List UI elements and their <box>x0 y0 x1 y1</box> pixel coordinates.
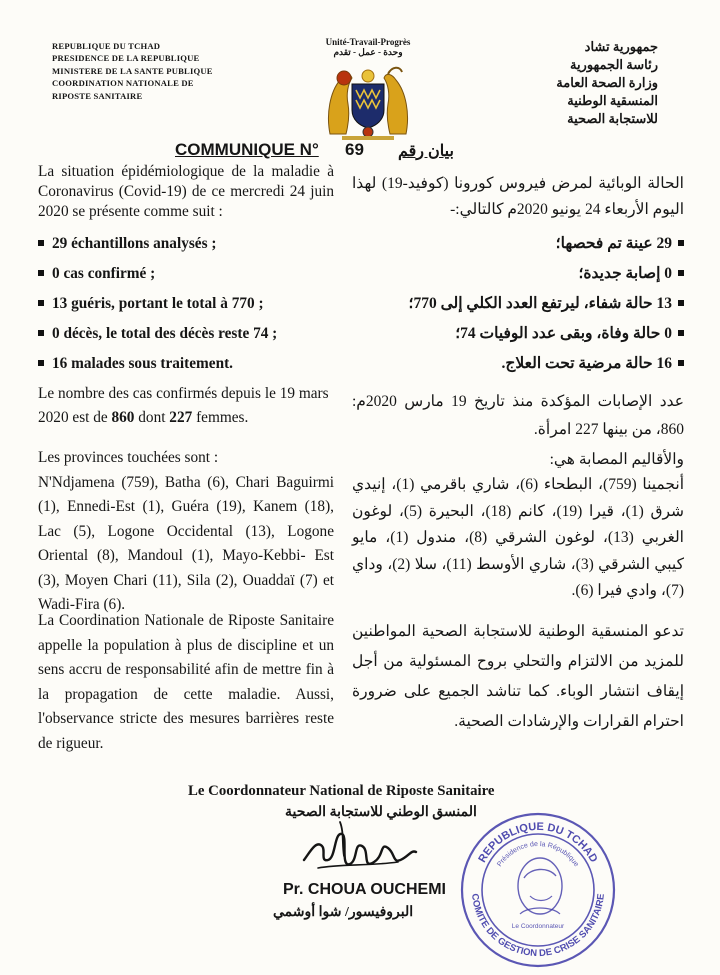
signatory-name-fr: Pr. CHOUA OUCHEMI <box>283 881 446 898</box>
ar-intro: الحالة الوبائية لمرض فيروس كورونا (كوفيد-19) لهذا اليوم الأربعاء 24 يونيو 2020م كالتالي:- <box>352 175 684 218</box>
official-stamp-icon <box>458 810 618 970</box>
list-item: 16 malades sous traitement. <box>38 355 334 385</box>
list-item: 0 cas confirmé ; <box>38 265 334 295</box>
svg-text:Présidence de la République <box>496 841 579 868</box>
list-item: 16 حالة مرضية تحت العلاج. <box>352 352 684 382</box>
list-item: 29 عينة تم فحصها؛ <box>352 232 684 262</box>
stamp-bottom-text: COMITE DE GESTION DE CRISE SANITAIRE <box>469 893 607 960</box>
fr-provinces-label: Les provinces touchées sont : <box>38 449 219 466</box>
header-center <box>318 37 418 58</box>
fr-cases-women: 227 <box>169 409 193 426</box>
header-ministry-ar: وزارة الصحة العامة <box>556 75 658 90</box>
fr-cases-post: femmes. <box>192 409 249 426</box>
handwritten-signature-icon <box>300 812 420 882</box>
title-ar: بيان رقم <box>398 143 454 160</box>
fr-appeal-block <box>38 609 334 756</box>
motto-ar: وحدة - عمل - تقدم <box>333 47 403 57</box>
fr-provinces-list: N'Ndjamena (759), Batha (6), Chari Baguirmi (1), Ennedi-Est (1), Guéra (19), Kanem (18), Lac (5), Logone Occidental (13), Logone Oriental (8), Mandoul (1), Mayo-Kebbi- Est (3), Moyen Chari (11), Sila (2), Ouaddaï (7) et Wadi-Fira (6). <box>38 473 334 613</box>
header-left-block <box>52 40 213 102</box>
header-riposte: RIPOSTE SANITAIRE <box>52 90 143 101</box>
ar-cases-block <box>352 388 684 444</box>
fr-appeal: La Coordination Nationale de Riposte Sanitaire appelle la population à plus de discipline et un sens accru de responsabilité afin de mettre fin à la propagation de cette maladie. Aussi, l'observance stricte des mesures barrières reste de rigueur. <box>38 612 334 752</box>
fr-intro: La situation épidémiologique de la maladie à Coronavirus (Covid-19) de ce mercredi 24 juin 2020 se présente comme suit : <box>38 163 334 220</box>
bullet-square-icon <box>678 360 684 366</box>
fr-provinces-block <box>38 446 334 618</box>
bullet-square-icon <box>38 300 44 306</box>
fr-cases-pre: Le nombre des cas confirmés depuis le 19 mars 2020 est de <box>38 385 329 426</box>
header-presidency-ar: رئاسة الجمهورية <box>569 57 658 72</box>
ar-cases: عدد الإصابات المؤكدة منذ تاريخ 19 مارس 2020م: 860، من بينها 227 امرأة. <box>352 393 684 438</box>
list-item: 0 إصابة جديدة؛ <box>352 262 684 292</box>
signatory-name-ar: البروفيسور/ شوا أوشمي <box>273 905 414 920</box>
list-item: 13 حالة شفاء، ليرتفع العدد الكلي إلى 770؛ <box>352 292 684 322</box>
stamp-top-text: REPUBLIQUE DU TCHAD <box>476 820 600 865</box>
fr-cases-total: 860 <box>111 409 135 426</box>
bullet-square-icon <box>678 270 684 276</box>
ar-appeal-block <box>352 617 684 737</box>
bullet-square-icon <box>678 300 684 306</box>
ar-appeal: تدعو المنسقية الوطنية للاستجابة الصحية المواطنين للمزيد من الالتزام والتحلي بروح المسئولية من أجل إيقاف انتشار الوباء. كما تناشد الجميع على ضرورة احترام القرارات والإرشادات الصحية. <box>352 623 684 730</box>
ar-bullet-list <box>352 232 684 382</box>
signatory-title-ar: المنسق الوطني للاستجابة الصحية <box>285 805 477 820</box>
communique-number: 69 <box>345 140 364 159</box>
header-presidency: PRESIDENCE DE LA REPUBLIQUE <box>52 53 200 64</box>
fr-cases-paragraph <box>38 382 334 430</box>
list-item: 0 حالة وفاة، وبقى عدد الوفيات 74؛ <box>352 322 684 352</box>
header-right-block <box>556 38 658 128</box>
header-country-ar: جمهورية تشاد <box>584 39 658 54</box>
ar-provinces-list: أنجمينا (759)، البطحاء (6)، شاري باقرمي (1)، إنيدي شرق (1)، قيرا (19)، كانم (18)، البحيرة (5)، لوغون الغربي (13)، لوغون الشرقي (8)، مندول (1)، مايو كيبي الشرقي (3)، شاري الأوسط (11)، سلا (2)، وداي (7)، وادي فيرا (6). <box>352 476 685 599</box>
bullet-square-icon <box>38 270 44 276</box>
header-country: REPUBLIQUE DU TCHAD <box>52 41 161 51</box>
bullet-square-icon <box>678 240 684 246</box>
ar-provinces-block <box>352 448 684 605</box>
header-coordination: COORDINATION NATIONALE DE <box>52 78 194 89</box>
arabic-column <box>352 171 684 223</box>
fr-bullet-list <box>38 235 334 385</box>
bullet-square-icon <box>38 330 44 336</box>
header-ministry: MINISTERE DE LA SANTE PUBLIQUE <box>52 65 213 76</box>
header-riposte-ar: للاستجابة الصحية <box>567 111 658 126</box>
stamp-inner-text: Présidence de la République <box>496 840 580 869</box>
bullet-square-icon <box>38 240 44 246</box>
ar-provinces-label: والأقاليم المصابة هي: <box>549 451 684 468</box>
motto-fr: Unité-Travail-Progrès <box>325 37 411 47</box>
signatory-title-fr: Le Coordonnateur National de Riposte Sanitaire <box>188 783 495 799</box>
title-fr: COMMUNIQUE N° <box>175 140 319 159</box>
header-coordination-ar: المنسقية الوطنية <box>567 93 658 108</box>
list-item: 13 guéris, portant le total à 770 ; <box>38 295 334 325</box>
list-item: 0 décès, le total des décès reste 74 ; <box>38 325 334 355</box>
coat-of-arms-icon <box>322 64 414 142</box>
bullet-square-icon <box>38 360 44 366</box>
fr-cases-mid: dont <box>134 409 170 426</box>
stamp-center-text: Le Coordonnateur <box>511 923 565 930</box>
bullet-square-icon <box>678 330 684 336</box>
french-column <box>38 162 334 222</box>
list-item: 29 échantillons analysés ; <box>38 235 334 265</box>
